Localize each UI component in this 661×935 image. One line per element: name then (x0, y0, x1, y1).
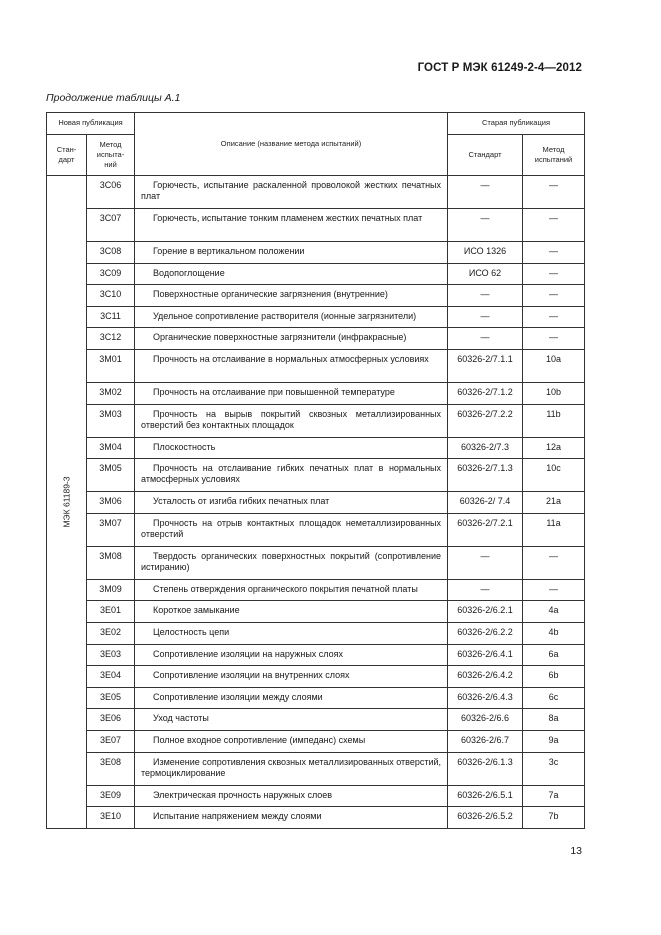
table-row (47, 546, 585, 579)
method-description: Целостность цепи (135, 622, 448, 644)
standard-cell (47, 176, 87, 829)
method-description: Сопротивление изоляции на внутренних слоях (135, 666, 448, 688)
old-standard: 60326-2/6.7 (448, 730, 523, 752)
old-method: — (523, 579, 585, 601)
method-code: 3M04 (87, 437, 135, 459)
table-row (47, 601, 585, 623)
old-method: — (523, 263, 585, 285)
old-standard: 60326-2/7.2.2 (448, 404, 523, 437)
method-description: Прочность на отслаивание гибких печатных плат в нормальных атмосферных условиях (135, 459, 448, 492)
table-row (47, 752, 585, 785)
old-method: 21a (523, 492, 585, 514)
old-standard: 60326-2/6.4.2 (448, 666, 523, 688)
method-description: Сопротивление изоляции между слоями (135, 687, 448, 709)
table-row (47, 785, 585, 807)
method-code: 3M01 (87, 349, 135, 382)
method-code: 3E07 (87, 730, 135, 752)
old-standard: 60326-2/7.2.1 (448, 513, 523, 546)
old-standard: 60326-2/6.2.2 (448, 622, 523, 644)
method-description: Степень отверждения органического покрытия печатной платы (135, 579, 448, 601)
old-method: — (523, 209, 585, 242)
table-row (47, 382, 585, 404)
page-number: 13 (570, 845, 582, 857)
method-code: 3E06 (87, 709, 135, 731)
correspondence-table (46, 112, 585, 829)
method-description: Плоскостность (135, 437, 448, 459)
old-method: 10a (523, 349, 585, 382)
old-standard: 60326-2/7.1.1 (448, 349, 523, 382)
old-standard: 60326-2/6.5.2 (448, 807, 523, 829)
method-code: 3E09 (87, 785, 135, 807)
method-description: Уход частоты (135, 709, 448, 731)
old-method: 7a (523, 785, 585, 807)
method-description: Короткое замыкание (135, 601, 448, 623)
old-standard: 60326-2/7.3 (448, 437, 523, 459)
old-method: 6a (523, 644, 585, 666)
method-code: 3C11 (87, 306, 135, 328)
old-method: — (523, 328, 585, 350)
method-description: Прочность на отслаивание в нормальных атмосферных условиях (135, 349, 448, 382)
header-old-standard: Стандарт (448, 135, 523, 176)
method-code: 3C12 (87, 328, 135, 350)
old-standard: — (448, 306, 523, 328)
table-row (47, 459, 585, 492)
method-description: Изменение сопротивления сквозных металлизированных отверстий, термоциклирование (135, 752, 448, 785)
table-row (47, 263, 585, 285)
method-code: 3M03 (87, 404, 135, 437)
old-standard: ИСО 1326 (448, 242, 523, 264)
old-method: — (523, 546, 585, 579)
method-code: 3C10 (87, 285, 135, 307)
method-code: 3M05 (87, 459, 135, 492)
method-code: 3E08 (87, 752, 135, 785)
old-method: — (523, 242, 585, 264)
old-method: 6c (523, 687, 585, 709)
old-method: 10b (523, 382, 585, 404)
old-standard: — (448, 209, 523, 242)
method-description: Прочность на отрыв контактных площадок неметаллизированных отверстий (135, 513, 448, 546)
old-standard: ИСО 62 (448, 263, 523, 285)
table-row (47, 176, 585, 209)
document-code: ГОСТ Р МЭК 61249-2-4—2012 (417, 62, 582, 74)
table-row (47, 579, 585, 601)
header-description: Описание (название метода испытаний) (135, 113, 448, 176)
method-description: Прочность на вырыв покрытий сквозных металлизированных отверстий без контактных площадок (135, 404, 448, 437)
old-method: 9a (523, 730, 585, 752)
old-method: 10c (523, 459, 585, 492)
header-new-publication: Новая публикация (47, 113, 135, 135)
table-row (47, 730, 585, 752)
table-row (47, 644, 585, 666)
method-code: 3M07 (87, 513, 135, 546)
method-description: Испытание напряжением между слоями (135, 807, 448, 829)
method-code: 3C07 (87, 209, 135, 242)
method-description: Полное входное сопротивление (импеданс) схемы (135, 730, 448, 752)
table-row (47, 404, 585, 437)
old-method: — (523, 285, 585, 307)
method-code: 3E03 (87, 644, 135, 666)
old-standard: — (448, 328, 523, 350)
table-row (47, 666, 585, 688)
method-code: 3E04 (87, 666, 135, 688)
table-row (47, 807, 585, 829)
method-description: Сопротивление изоляции на наружных слоях (135, 644, 448, 666)
method-code: 3C09 (87, 263, 135, 285)
standard-label: МЭК 61189-3 (61, 476, 72, 528)
old-method: — (523, 306, 585, 328)
method-description: Водопоглощение (135, 263, 448, 285)
method-description: Прочность на отслаивание при повышенной температуре (135, 382, 448, 404)
table-row (47, 687, 585, 709)
table-caption: Продолжение таблицы А.1 (46, 92, 181, 104)
old-method: 3c (523, 752, 585, 785)
method-code: 3M08 (87, 546, 135, 579)
method-description: Горючесть, испытание раскаленной проволокой жестких печатных плат (135, 176, 448, 209)
old-standard: 60326-2/6.4.1 (448, 644, 523, 666)
table-row (47, 242, 585, 264)
method-description: Горючесть, испытание тонким пламенем жестких печатных плат (135, 209, 448, 242)
method-description: Электрическая прочность наружных слоев (135, 785, 448, 807)
header-method: Метод испыта-ний (87, 135, 135, 176)
old-method: 11a (523, 513, 585, 546)
header-old-method: Метод испытаний (523, 135, 585, 176)
table-row (47, 349, 585, 382)
old-standard: 60326-2/7.1.3 (448, 459, 523, 492)
table-row (47, 622, 585, 644)
table-row (47, 285, 585, 307)
table-row (47, 328, 585, 350)
old-method: 12a (523, 437, 585, 459)
old-method: 8a (523, 709, 585, 731)
table-row (47, 709, 585, 731)
old-standard: — (448, 546, 523, 579)
old-standard: — (448, 285, 523, 307)
method-code: 3E05 (87, 687, 135, 709)
old-standard: — (448, 176, 523, 209)
old-method: — (523, 176, 585, 209)
header-old-publication: Старая публикация (448, 113, 585, 135)
table-row (47, 209, 585, 242)
table-row (47, 513, 585, 546)
method-code: 3M09 (87, 579, 135, 601)
old-standard: 60326-2/6.4.3 (448, 687, 523, 709)
old-method: 6b (523, 666, 585, 688)
method-code: 3M02 (87, 382, 135, 404)
old-standard: 60326-2/6.5.1 (448, 785, 523, 807)
method-description: Органические поверхностные загрязнители (инфракрасные) (135, 328, 448, 350)
old-method: 4a (523, 601, 585, 623)
table-row (47, 492, 585, 514)
header-standard: Стан-дарт (47, 135, 87, 176)
old-method: 11b (523, 404, 585, 437)
old-standard: 60326-2/6.1.3 (448, 752, 523, 785)
method-code: 3M06 (87, 492, 135, 514)
old-standard: — (448, 579, 523, 601)
method-description: Удельное сопротивление растворителя (ионные загрязнители) (135, 306, 448, 328)
table-row (47, 437, 585, 459)
method-description: Твердость органических поверхностных покрытий (сопротивление истиранию) (135, 546, 448, 579)
old-method: 4b (523, 622, 585, 644)
old-method: 7b (523, 807, 585, 829)
method-code: 3E01 (87, 601, 135, 623)
old-standard: 60326-2/7.1.2 (448, 382, 523, 404)
old-standard: 60326-2/ 7.4 (448, 492, 523, 514)
old-standard: 60326-2/6.6 (448, 709, 523, 731)
method-code: 3C08 (87, 242, 135, 264)
method-code: 3E02 (87, 622, 135, 644)
old-standard: 60326-2/6.2.1 (448, 601, 523, 623)
table-row (47, 306, 585, 328)
method-description: Усталость от изгиба гибких печатных плат (135, 492, 448, 514)
method-code: 3C06 (87, 176, 135, 209)
method-description: Поверхностные органические загрязнения (внутренние) (135, 285, 448, 307)
method-code: 3E10 (87, 807, 135, 829)
method-description: Горение в вертикальном положении (135, 242, 448, 264)
